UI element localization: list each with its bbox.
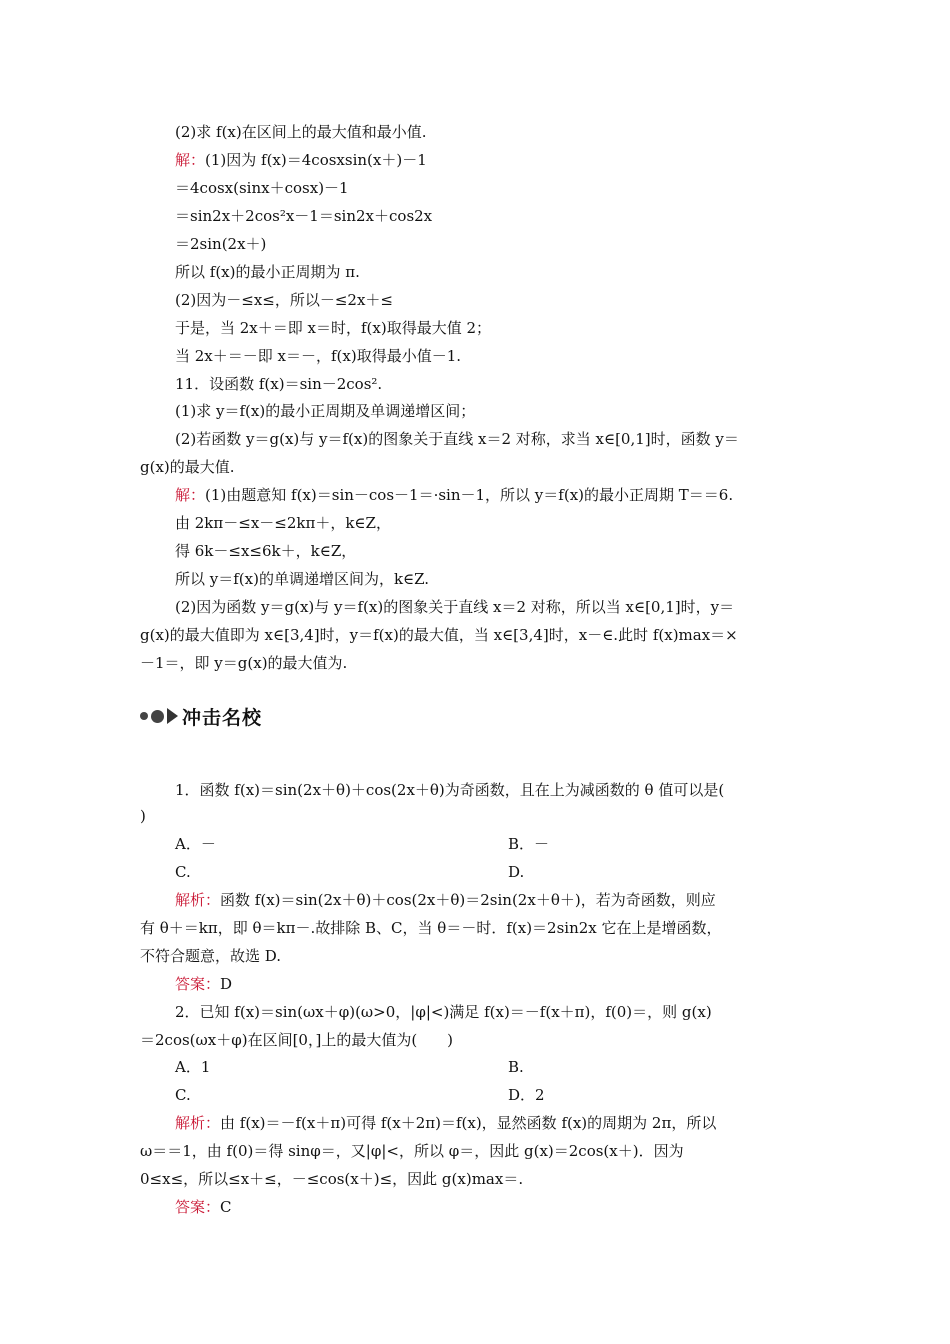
solution-label: 解析： bbox=[175, 891, 221, 909]
text-line bbox=[140, 1030, 453, 1050]
section-title: 冲击名校 bbox=[182, 706, 263, 729]
line-text: 不符合题意，故选 D. bbox=[140, 947, 282, 965]
text-line bbox=[175, 374, 382, 394]
text-line bbox=[175, 1197, 232, 1217]
line-text: ) bbox=[140, 807, 146, 825]
line-text: 函数 f(x)＝sin(2x＋θ)＋cos(2x＋θ)＝2sin(2x＋θ＋)，若为奇函数，则应 bbox=[220, 891, 716, 909]
text-line bbox=[175, 974, 232, 994]
solution-label: 答案： bbox=[175, 1198, 221, 1216]
line-text: (2)求 f(x)在区间上的最大值和最小值. bbox=[175, 123, 427, 141]
choice-option: A．1 bbox=[175, 1058, 211, 1076]
choice-option: C. bbox=[175, 1086, 191, 1104]
line-text: 1．函数 f(x)＝sin(2x＋θ)＋cos(2x＋θ)为奇函数，且在上为减函数的 θ 值可以是( bbox=[175, 781, 725, 799]
text-line bbox=[175, 178, 349, 198]
line-text: D bbox=[220, 975, 233, 993]
text-line bbox=[140, 457, 235, 477]
line-text: 11．设函数 f(x)＝sin－2cos². bbox=[175, 375, 383, 393]
text-line bbox=[175, 429, 739, 449]
text-line bbox=[175, 122, 427, 142]
small-dot-icon bbox=[140, 712, 148, 720]
line-text: C bbox=[220, 1198, 232, 1216]
text-line bbox=[140, 806, 146, 826]
text-line bbox=[140, 946, 281, 966]
text-line bbox=[175, 318, 491, 338]
text-line bbox=[175, 401, 475, 421]
arrow-right-icon bbox=[167, 708, 178, 724]
choice-option: D. bbox=[508, 863, 525, 881]
line-text: (2)因为－≤x≤，所以－≤2x＋≤ bbox=[175, 291, 393, 309]
line-text: 0≤x≤，所以≤x＋≤，－≤cos(x＋)≤，因此 g(x)max＝. bbox=[140, 1170, 524, 1188]
solution-label: 解： bbox=[175, 151, 206, 169]
line-text: 2．已知 f(x)＝sin(ωx＋φ)(ω>0，|φ|<)满足 f(x)＝－f(x＋π)，f(0)＝，则 g(x) bbox=[175, 1003, 712, 1021]
line-text: (1)因为 f(x)＝4cosxsin(x＋)－1 bbox=[205, 151, 427, 169]
line-text: 由 2kπ－≤x－≤2kπ＋，k∈Z， bbox=[175, 514, 391, 532]
choice-option: A．－ bbox=[175, 835, 216, 853]
line-text: (1)求 y＝f(x)的最小正周期及单调递增区间； bbox=[175, 402, 476, 420]
line-text: (2)因为函数 y＝g(x)与 y＝f(x)的图象关于直线 x＝2 对称，所以当 x∈[0,1]时，y＝ bbox=[175, 598, 735, 616]
text-line bbox=[175, 290, 393, 310]
text-line bbox=[175, 346, 461, 366]
text-line bbox=[175, 485, 733, 505]
choice-option: D．2 bbox=[508, 1086, 545, 1104]
text-line bbox=[175, 262, 360, 282]
line-text: ω＝＝1，由 f(0)＝得 sinφ＝，又|φ|<，所以 φ＝，因此 g(x)＝2cos(x＋)．因为 bbox=[140, 1142, 684, 1160]
text-line bbox=[175, 569, 429, 589]
line-text: ＝4cosx(sinx＋cosx)－1 bbox=[175, 179, 349, 197]
choice-option: B．－ bbox=[508, 835, 550, 853]
text-line bbox=[175, 890, 716, 910]
text-line bbox=[175, 780, 724, 800]
text-line bbox=[175, 206, 432, 226]
text-line bbox=[175, 513, 391, 533]
text-line bbox=[140, 1169, 523, 1189]
text-line bbox=[140, 653, 347, 673]
line-text: －1＝，即 y＝g(x)的最大值为. bbox=[140, 654, 348, 672]
line-text: (2)若函数 y＝g(x)与 y＝f(x)的图象关于直线 x＝2 对称，求当 x∈[0,1]时，函数 y＝ bbox=[175, 430, 739, 448]
choice-option: C. bbox=[175, 863, 191, 881]
section-header bbox=[140, 704, 262, 728]
large-dot-icon bbox=[151, 710, 164, 723]
line-text: 当 2x＋＝－即 x＝－，f(x)取得最小值－1. bbox=[175, 347, 462, 365]
line-text: g(x)的最大值. bbox=[140, 458, 235, 476]
line-text: ＝2sin(2x＋) bbox=[175, 235, 267, 253]
line-text: 于是，当 2x＋＝即 x＝时，f(x)取得最大值 2； bbox=[175, 319, 492, 337]
text-line bbox=[175, 1002, 712, 1022]
text-line bbox=[175, 234, 266, 254]
line-text: 所以 f(x)的最小正周期为 π. bbox=[175, 263, 360, 281]
line-text: ＝2cos(ωx＋φ)在区间[0，]上的最大值为( ) bbox=[140, 1031, 454, 1049]
text-line bbox=[175, 1113, 716, 1133]
line-text: ＝sin2x＋2cos²x－1＝sin2x＋cos2x bbox=[175, 207, 433, 225]
text-line bbox=[140, 918, 722, 938]
line-text: g(x)的最大值即为 x∈[3,4]时，y＝f(x)的最大值，当 x∈[3,4]时，x－∈.此时 f(x)max＝× bbox=[140, 626, 738, 644]
text-line bbox=[140, 625, 738, 645]
line-text: 得 6k－≤x≤6k＋，k∈Z， bbox=[175, 542, 357, 560]
line-text: 所以 y＝f(x)的单调递增区间为，k∈Z. bbox=[175, 570, 430, 588]
solution-label: 答案： bbox=[175, 975, 221, 993]
line-text: 有 θ＋＝kπ，即 θ＝kπ－.故排除 B、C，当 θ＝－时．f(x)＝2sin2x 它在上是增函数， bbox=[140, 919, 722, 937]
choice-option: B. bbox=[508, 1058, 524, 1076]
text-line bbox=[175, 150, 427, 170]
line-text: 由 f(x)＝－f(x＋π)可得 f(x＋2π)＝f(x)，显然函数 f(x)的周期为 2π，所以 bbox=[220, 1114, 717, 1132]
text-line bbox=[175, 597, 734, 617]
solution-label: 解析： bbox=[175, 1114, 221, 1132]
text-line bbox=[140, 1141, 684, 1161]
text-line bbox=[175, 541, 356, 561]
line-text: (1)由题意知 f(x)＝sin－cos－1＝·sin－1，所以 y＝f(x)的最小正周期 T＝＝6. bbox=[205, 486, 734, 504]
solution-label: 解： bbox=[175, 486, 206, 504]
